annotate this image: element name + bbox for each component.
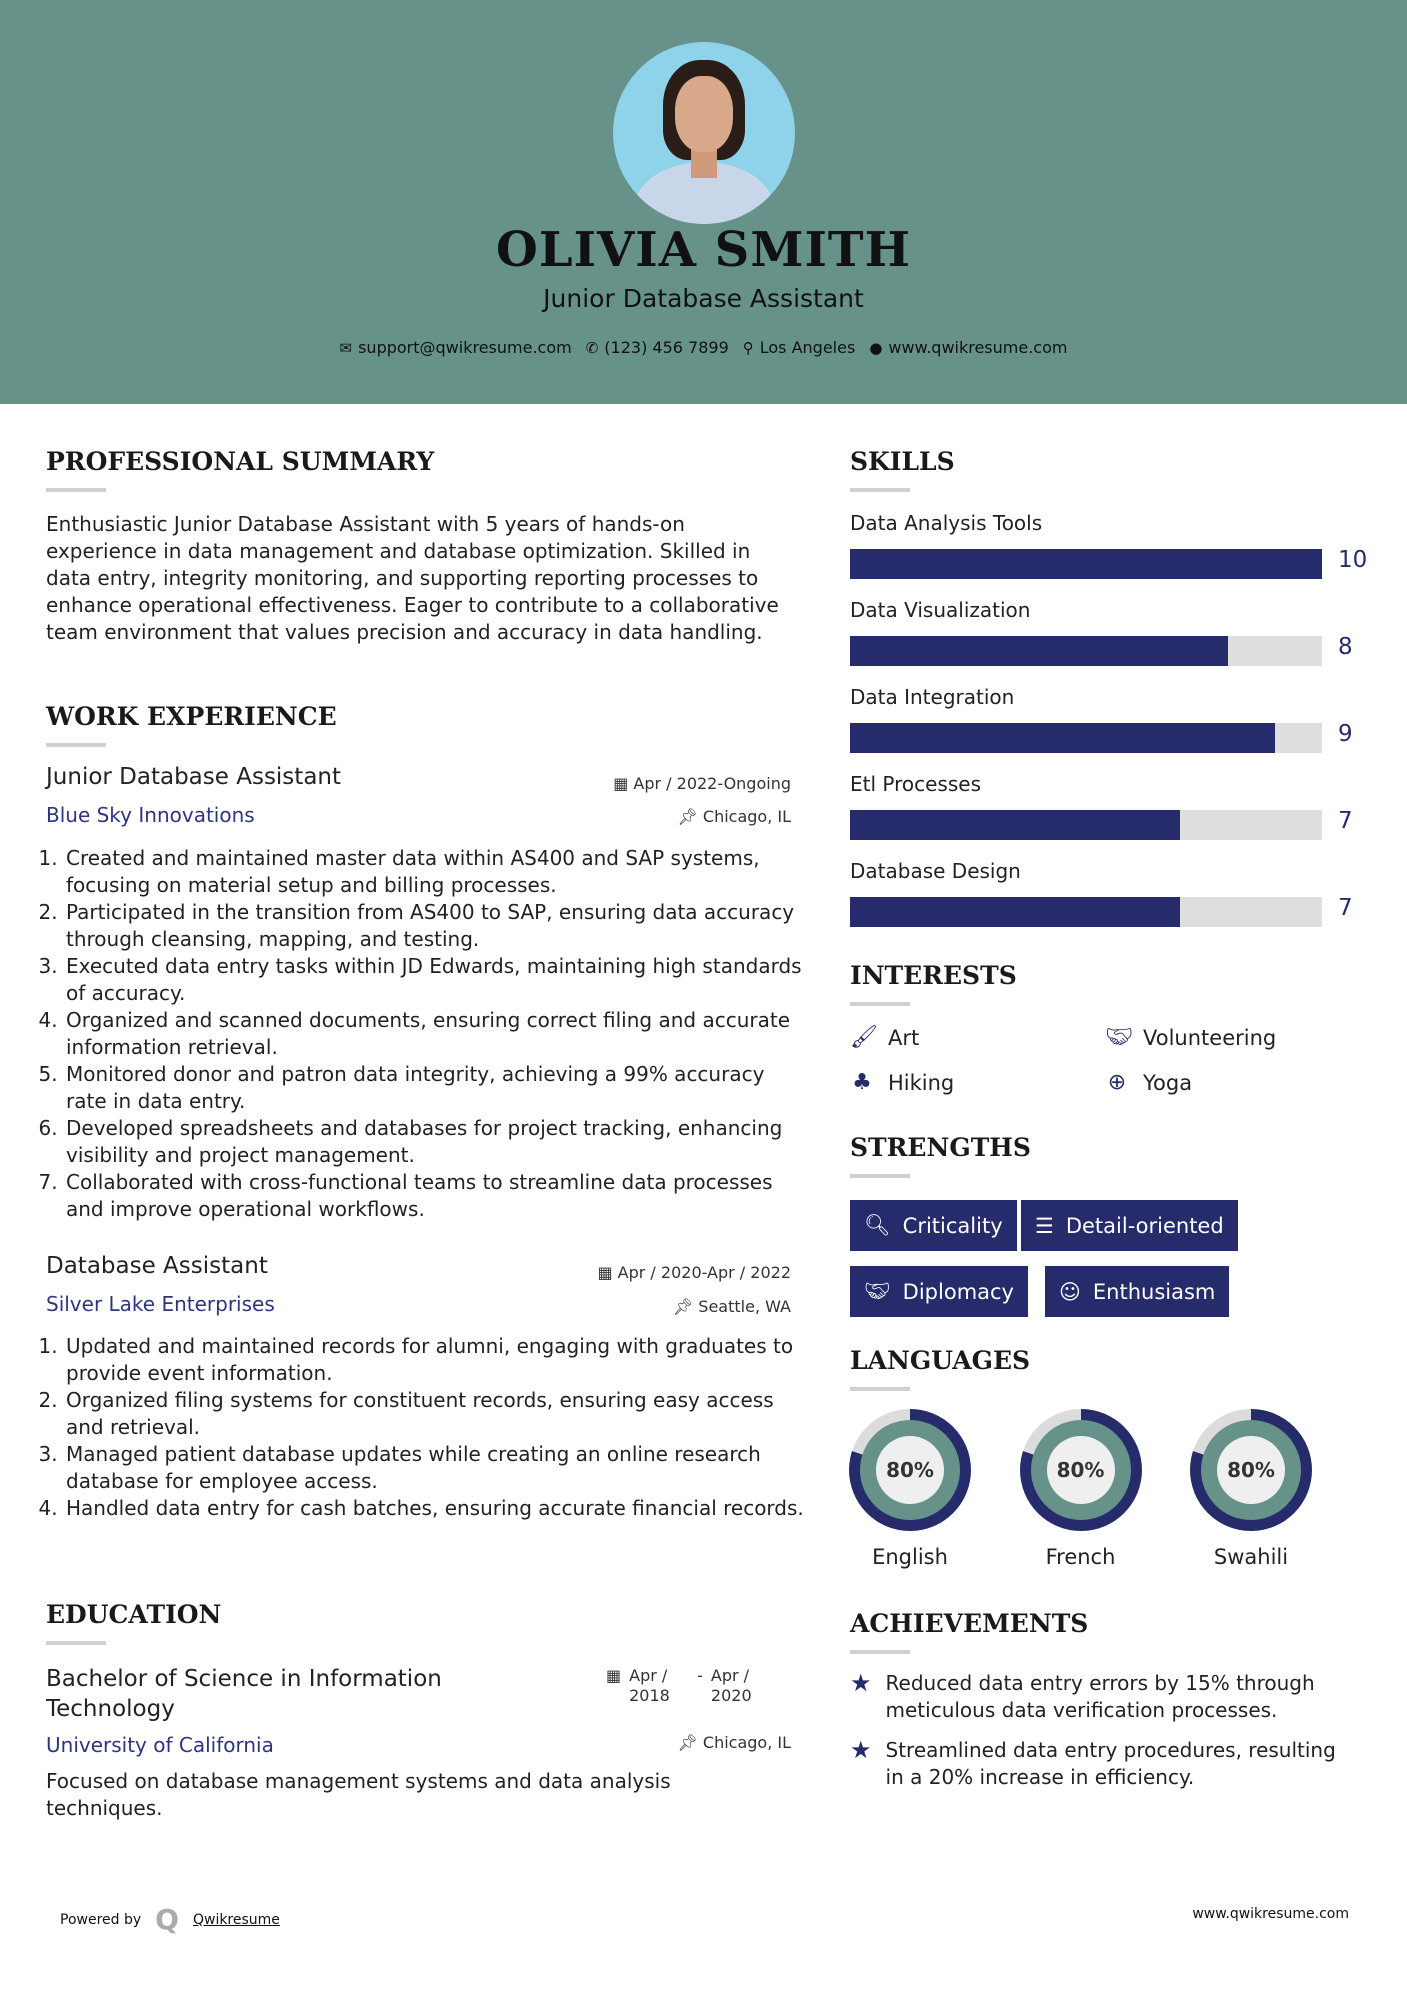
skill-bar-fill: [850, 549, 1322, 579]
skill-name: Data Visualization: [850, 598, 1031, 622]
heading-underline: [850, 1002, 910, 1006]
profile-photo: [613, 42, 795, 224]
paintbrush-icon: 🖌︎: [850, 1025, 878, 1050]
skill-bar: [850, 636, 1322, 666]
envelope-icon: ✉: [339, 339, 353, 357]
achievement-item: ★ Streamlined data entry procedures, resulting in a 20% increase in efficiency.: [850, 1736, 1336, 1789]
achievements-heading: ACHIEVEMENTS: [850, 1609, 1089, 1638]
interest-yoga: ⊕ Yoga: [1105, 1070, 1192, 1095]
language-percent: 80%: [876, 1436, 944, 1504]
company-name: Blue Sky Innovations: [46, 803, 255, 827]
handshake-icon: 🤝︎: [1105, 1025, 1133, 1050]
responsibility-item: 2. Organized filing systems for constituent records, ensuring easy access and retrieval.: [64, 1387, 806, 1441]
handshake-icon: 🤝︎: [864, 1279, 891, 1303]
job-title: Junior Database Assistant: [46, 764, 342, 790]
responsibility-item: 5. Monitored donor and patron data integrity, achieving a 99% accuracy rate in data entry.: [64, 1061, 806, 1115]
language-percent: 80%: [1047, 1436, 1115, 1504]
language-name: English: [872, 1545, 948, 1569]
skill-name: Data Analysis Tools: [850, 511, 1043, 535]
footer-site[interactable]: www.qwikresume.com: [1192, 1906, 1349, 1922]
job-location: 📌︎ Seattle, WA: [672, 1297, 791, 1316]
skill-value: 7: [1338, 895, 1353, 921]
strength-badge: 🔍︎ Criticality: [850, 1200, 1017, 1251]
heading-underline: [850, 1174, 910, 1178]
star-icon: ★: [850, 1736, 872, 1764]
strength-badge: ☰ Detail-oriented: [1021, 1200, 1238, 1251]
interest-art: 🖌︎ Art: [850, 1025, 920, 1050]
globe-icon: ●: [869, 339, 883, 357]
responsibility-item: 4. Organized and scanned documents, ensuring correct filing and accurate information retrieval.: [64, 1007, 806, 1061]
achievement-item: ★ Reduced data entry errors by 15% through meticulous data verification processes.: [850, 1669, 1315, 1722]
calendar-icon: ▦: [606, 1666, 622, 1685]
location: Los Angeles: [759, 338, 856, 357]
responsibility-item: 3. Executed data entry tasks within JD Edwards, maintaining high standards of accuracy.: [64, 953, 806, 1007]
education-heading: EDUCATION: [46, 1600, 222, 1629]
job-location: 📌︎ Chicago, IL: [677, 807, 791, 826]
strengths-heading: STRENGTHS: [850, 1133, 1031, 1162]
phone: (123) 456 7899: [604, 338, 729, 357]
skill-bar: [850, 723, 1322, 753]
job-dates: ▦ Apr / 2022-Ongoing: [613, 774, 791, 793]
skill-value: 7: [1338, 808, 1353, 834]
skill-name: Data Integration: [850, 685, 1015, 709]
summary-text: Enthusiastic Junior Database Assistant with 5 years of hands-on experience in data management and database optimization. Skilled in data entry, integrity monitoring, and supporting reporting processes to enhance operational effectiveness. Eager to contribute to a collaborative team environment that values precision and accuracy in data handling.: [46, 512, 779, 644]
interests-heading: INTERESTS: [850, 961, 1017, 990]
heading-underline: [850, 1650, 910, 1654]
skill-bar: [850, 897, 1322, 927]
heading-underline: [46, 1641, 106, 1645]
strength-badge: ☺ Enthusiasm: [1045, 1266, 1229, 1317]
language-donut: [849, 1409, 971, 1531]
responsibility-item: 1. Updated and maintained records for alumni, engaging with graduates to provide event information.: [64, 1333, 806, 1387]
tree-icon: ♣: [852, 1070, 872, 1095]
calendar-icon: ▦: [597, 1263, 618, 1282]
lifebuoy-icon: ⊕: [1107, 1070, 1127, 1095]
skill-name: Etl Processes: [850, 772, 981, 796]
company-name: Silver Lake Enterprises: [46, 1292, 275, 1316]
contact-bar: [0, 338, 1407, 357]
pin-icon: 📌︎: [677, 807, 703, 826]
skill-value: 9: [1338, 721, 1353, 747]
responsibility-item: 1. Created and maintained master data within AS400 and SAP systems, focusing on material setup and billing processes.: [64, 845, 806, 899]
smile-icon: ☺: [1059, 1279, 1081, 1304]
school-name: University of California: [46, 1733, 274, 1757]
job-responsibilities: [46, 845, 806, 1223]
responsibility-item: 2. Participated in the transition from AS400 to SAP, ensuring data accuracy through cleansing, mapping, and testing.: [64, 899, 806, 953]
language-name: Swahili: [1213, 1545, 1289, 1569]
education-location: 📌︎ Chicago, IL: [677, 1733, 791, 1752]
languages-heading: LANGUAGES: [850, 1346, 1031, 1375]
interest-volunteering: 🤝︎ Volunteering: [1105, 1025, 1277, 1050]
skill-value: 8: [1338, 634, 1353, 660]
candidate-name: OLIVIA SMITH: [496, 222, 911, 278]
heading-underline: [850, 488, 910, 492]
language-name: French: [1045, 1545, 1116, 1569]
interest-hiking: ♣ Hiking: [850, 1070, 954, 1095]
skill-bar-fill: [850, 723, 1275, 753]
brand-link[interactable]: Qwikresume: [192, 1911, 280, 1928]
heading-underline: [850, 1387, 910, 1391]
responsibility-item: 4. Handled data entry for cash batches, ensuring accurate financial records.: [64, 1495, 806, 1522]
list-icon: ☰: [1035, 1213, 1054, 1238]
email[interactable]: support@qwikresume.com: [358, 338, 572, 357]
website[interactable]: www.qwikresume.com: [888, 338, 1068, 357]
skill-bar-fill: [850, 810, 1180, 840]
search-icon: 🔍︎: [864, 1213, 891, 1237]
summary-heading: PROFESSIONAL SUMMARY: [46, 447, 435, 476]
degree: Bachelor of Science in Information Technology: [46, 1666, 442, 1722]
phone-icon: ✆: [585, 339, 599, 357]
header: [0, 0, 1407, 404]
education-dates: ▦ Apr / 2018 - Apr / 2020: [606, 1666, 752, 1705]
pin-icon: 📌︎: [677, 1733, 703, 1752]
skill-value: 10: [1338, 547, 1368, 573]
skill-bar-fill: [850, 636, 1228, 666]
language-percent: 80%: [1217, 1436, 1285, 1504]
responsibility-item: 3. Managed patient database updates while creating an online research database for employee access.: [64, 1441, 806, 1495]
footer-powered: Powered by Q Qwikresume: [60, 1903, 280, 1936]
responsibility-item: 6. Developed spreadsheets and databases for project tracking, enhancing visibility and project management.: [64, 1115, 806, 1169]
skill-bar: [850, 549, 1322, 579]
skills-heading: SKILLS: [850, 447, 955, 476]
skill-bar-fill: [850, 897, 1180, 927]
experience-heading: WORK EXPERIENCE: [46, 702, 337, 731]
qwikresume-logo-icon: Q: [155, 1903, 179, 1936]
heading-underline: [46, 488, 106, 492]
job-title: Database Assistant: [46, 1253, 268, 1279]
heading-underline: [46, 743, 106, 747]
pin-icon: 📌︎: [672, 1297, 699, 1316]
map-pin-icon: ⚲: [742, 339, 754, 357]
education-description: Focused on database management systems and data analysis techniques.: [46, 1769, 671, 1820]
language-donut: [1190, 1409, 1312, 1531]
candidate-title: Junior Database Assistant: [543, 284, 864, 313]
language-donut: [1020, 1409, 1142, 1531]
skill-name: Database Design: [850, 859, 1021, 883]
responsibility-item: 7. Collaborated with cross-functional teams to streamline data processes and improve operational workflows.: [64, 1169, 806, 1223]
job-dates: ▦ Apr / 2020-Apr / 2022: [597, 1263, 791, 1282]
job-responsibilities: [46, 1333, 806, 1522]
skill-bar: [850, 810, 1322, 840]
strength-badge: 🤝︎ Diplomacy: [850, 1266, 1028, 1317]
star-icon: ★: [850, 1669, 872, 1697]
calendar-icon: ▦: [613, 774, 634, 793]
